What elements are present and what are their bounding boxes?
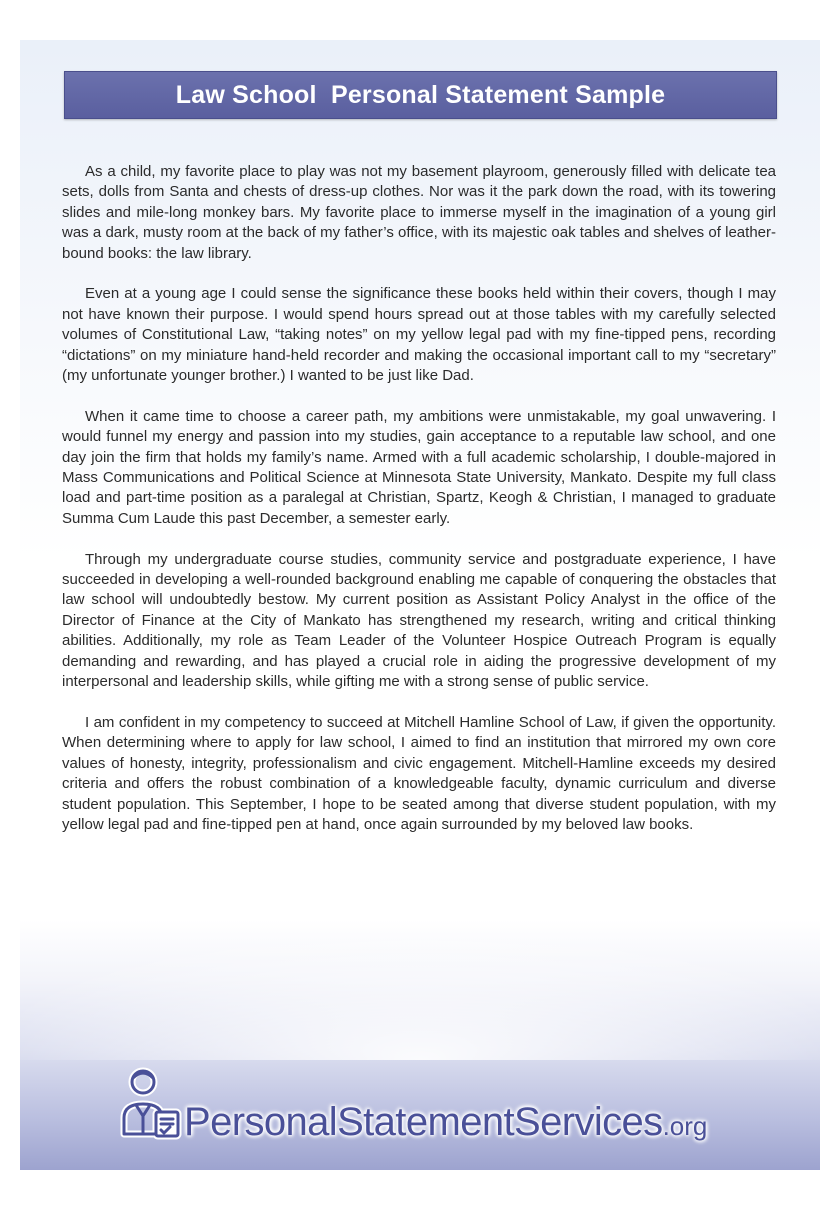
paragraph-4: Through my undergraduate course studies, community service and postgraduate experience, I have succeeded in developing a well-rounded background enabling me capable of conquering the obstacles that law school will undoubtedly bestow. My current position as Assistant Policy Analyst in the office of the Director of Finance at the City of Mankato has strengthened my research, writing and critical thinking abilities. Additionally, my role as Team Leader of the Volunteer Hospice Outreach Program is equally demanding and rewarding, and has played a crucial role in aiding the progressive development of my interpersonal and leadership skills, while gifting me with a strong sense of public service.: [62, 550, 776, 691]
page-title: Law School Personal Statement Sample: [175, 80, 666, 109]
statement-body: [62, 162, 776, 856]
person-with-document-icon: [116, 1062, 186, 1142]
paragraph-1: As a child, my favorite place to play was not my basement playroom, generously filled with delicate tea sets, dolls from Santa and chests of dress-up clothes. Nor was it the park down the road, with its towering slides and mile-long monkey bars. My favorite place to immerse myself in the imagination of a young girl was a dark, musty room at the back of my father’s office, with its majestic oak tables and shelves of leather-bound books: the law library.: [62, 163, 776, 262]
title-banner: [64, 71, 777, 119]
paragraph-2: Even at a young age I could sense the significance these books held within their covers, though I may not have known their purpose. I would spend hours spread out at those tables with my carefully selected volumes of Constitutional Law, “taking notes” on my yellow legal pad with my fine-tipped pens, recording “dictations” on my miniature hand-held recorder and making the occasional important call to my “secretary” (my unfortunate younger brother.) I wanted to be just like Dad.: [62, 285, 776, 385]
brand-wordmark: [184, 1100, 707, 1145]
brand-name: PersonalStatementServices: [184, 1100, 663, 1144]
paragraph-3: When it came time to choose a career path, my ambitions were unmistakable, my goal unwavering. I would funnel my energy and passion into my studies, gain acceptance to a reputable law school, and one day join the firm that holds my family’s name. Armed with a full academic scholarship, I double-majored in Mass Communications and Political Science at Minnesota State University, Mankato. Despite my full class load and part-time position as a paralegal at Christian, Spartz, Keogh & Christian, I managed to graduate Summa Cum Laude this past December, a semester early.: [62, 407, 776, 527]
document-page: [20, 40, 820, 1170]
brand-logo: [116, 1062, 756, 1142]
brand-tld: .org: [662, 1111, 708, 1141]
paragraph-5: I am confident in my competency to succeed at Mitchell Hamline School of Law, if given the opportunity. When determining where to apply for law school, I aimed to find an institution that mirrored my own core values of honesty, integrity, professionalism and civic engagement. Mitchell-Hamline exceeds my desired criteria and offers the robust combination of a knowledgeable faculty, dynamic curriculum and diverse student population. This September, I hope to be seated among that diverse student population, with my yellow legal pad and fine-tipped pen at hand, once again surrounded by my beloved law books.: [62, 713, 776, 833]
